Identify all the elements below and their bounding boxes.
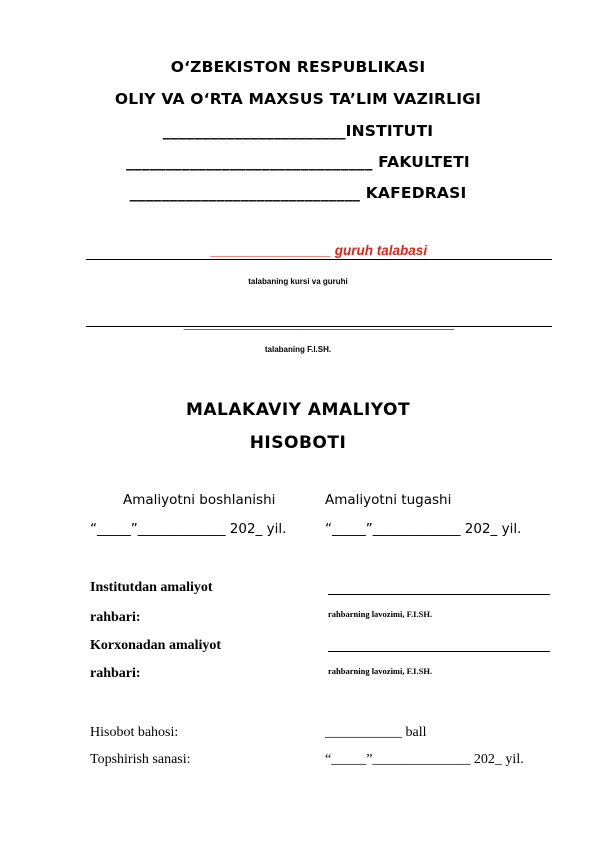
group-field <box>86 242 552 260</box>
grade-value: ___________ ball <box>325 725 427 740</box>
company-supervisor-caption: rahbarning lavozimi, F.I.SH. <box>328 666 433 676</box>
report-title-line1: MALAKAVIY AMALIYOT <box>185 400 411 420</box>
institute-supervisor-label-2: rahbari: <box>90 610 141 625</box>
student-caption: talabaning F.I.SH. <box>264 345 332 354</box>
end-date-value: “_____”_____________ 202_ yil. <box>325 521 522 537</box>
student-value: ____________________________________ <box>183 315 455 330</box>
department-heading: _____________________________ KAFEDRASI <box>129 184 467 202</box>
institute-heading: _______________________INSTITUTI <box>162 122 434 140</box>
grade-label: Hisobot bahosi: <box>90 725 179 740</box>
ministry-name-heading: OLIY VA O‘RTA MAXSUS TA’LIM VAZIRLIGI <box>114 90 482 108</box>
company-supervisor-label-2: rahbari: <box>90 666 141 681</box>
submission-date-label: Topshirish sanasi: <box>90 752 191 767</box>
group-underline <box>86 259 552 260</box>
start-date-label: Amaliyotni boshlanishi <box>123 492 276 508</box>
institute-supervisor-signature-line <box>328 594 550 595</box>
institute-supervisor-label-1: Institutdan amaliyot <box>90 580 213 595</box>
student-underline <box>86 326 552 327</box>
start-date-value: “_____”_____________ 202_ yil. <box>90 521 287 537</box>
end-date-label: Amaliyotni tugashi <box>325 492 452 508</box>
company-supervisor-label-1: Korxonadan amaliyot <box>90 638 222 653</box>
institute-supervisor-caption: rahbarning lavozimi, F.I.SH. <box>328 609 433 619</box>
company-supervisor-signature-line <box>328 651 550 652</box>
group-value: ________________ guruh talabasi <box>210 243 428 258</box>
ministry-country-heading: O‘ZBEKISTON RESPUBLIKASI <box>170 58 426 76</box>
faculty-heading: _______________________________ FAKULTETI <box>126 153 470 171</box>
submission-date-value: “_____”______________ 202_ yil. <box>325 752 524 767</box>
group-caption: talabaning kursi va guruhi <box>248 277 348 286</box>
student-field <box>86 314 552 332</box>
report-title-line2: HISOBOTI <box>249 433 347 453</box>
